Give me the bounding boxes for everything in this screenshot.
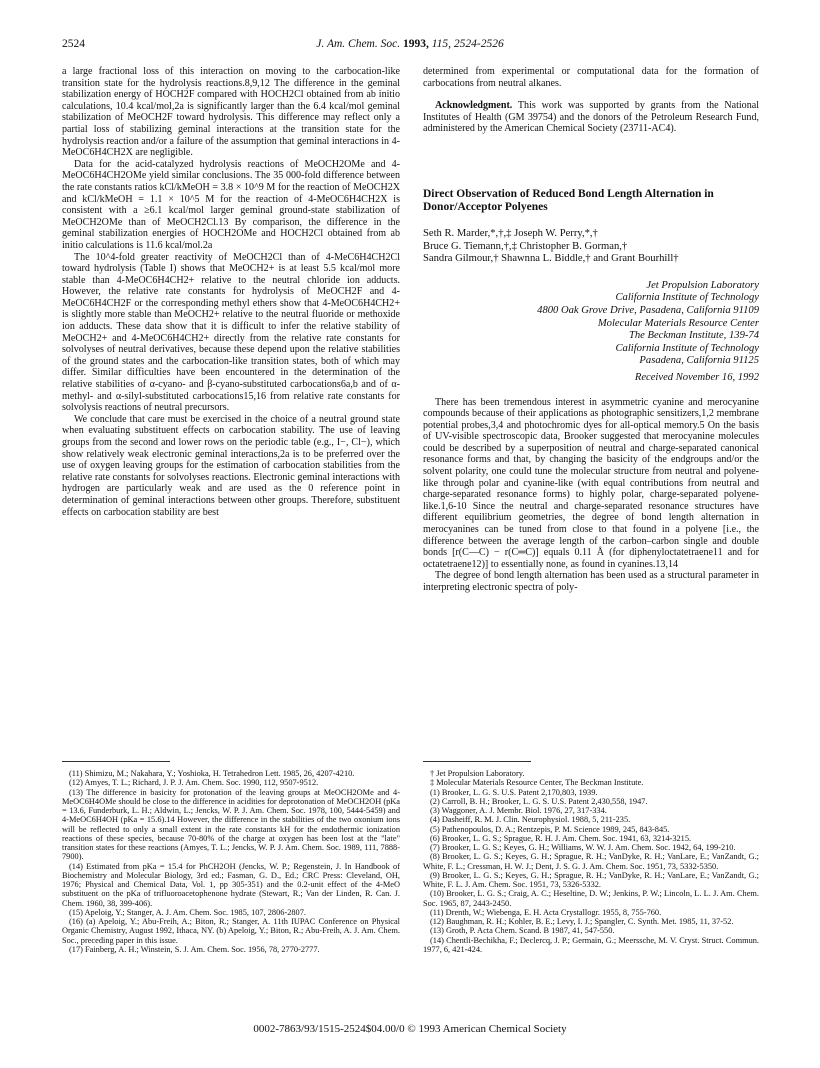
footnote-divider bbox=[423, 761, 531, 762]
affiliation bbox=[423, 280, 759, 368]
page-header bbox=[62, 38, 758, 54]
affiliation-line: Pasadena, California 91125 bbox=[639, 355, 759, 367]
footnote: (7) Brooker, L. G. S.; Keyes, G. H.; Williams, W. W. J. Am. Chem. Soc. 1942, 64, 199-210. bbox=[430, 843, 736, 852]
footnote: (11) Drenth, W.; Wiebenga, E. H. Acta Crystallogr. 1955, 8, 755-760. bbox=[430, 907, 662, 917]
acknowledgment bbox=[423, 100, 759, 135]
paragraph: There has been tremendous interest in asymmetric cyanine and merocyanine compounds because of their applications as photographic sensitizers,1,2 membrane potential probes,3,4 and photochromic dyes for all-optical memory.5 On the basis of UV-visible spectroscopic data, Brooker suggested that merocyanine molecules could be described by a superposition of neutral and charge-separated canonical resonance forms and that, by changing the basicity of the endgroups and/or the solvent polarity, one could tune the molecular structure from neutral and polyene-like through polar and cyanine-like (with equal contributions from neutral and charge-separated resonance forms) to highly polar, charge-separated polyene-like.1,6-10 Since the neutral and charge-separated resonance structures have different equilibrium geometries, the degree of bond length alternation in merocyanines can be tuned from close to that found in a polyene [i.e., the difference between the average length of the carbon–carbon single and double bonds [r(C—C) − r(C═C)] equals 0.11 Å (for diphenyloctatetraene11 and for octatetraene12)] to essentially none, as found in cyanines.13,14 bbox=[423, 396, 759, 570]
footnote: (10) Brooker, L. G. S.; Craig, A. C.; Heseltine, D. W.; Jenkins, P. W.; Lincoln, L. L. J. Am. Chem. Soc. 1965, 87, 2443-2450. bbox=[423, 889, 759, 908]
footnote: † Jet Propulsion Laboratory. bbox=[430, 769, 525, 778]
footnote: (4) Dasheiff, R. M. J. Clin. Neurophysiol. 1988, 5, 211-235. bbox=[430, 815, 631, 825]
footnote: (13) The difference in basicity for protonation of the leaving groups at MeOCH2OMe and 4-MeOC6H4OMe should be close to the difference in acidities for deprotonation of MeOCH2OH (pKa = 13.6, Funderburk, L. H.; Aldwin, L.; Jencks, W. P. J. Am. Chem. Soc. 1978, 100, 5444-5459) and 4-MeOC6H4OH (pKa = 15.6).14 However, the difference in the stabilities of the two oxonium ions will be reflected to only a small extent in the rate constants kH for the endothermic ionization reactions of these species, because 70-80% of the charge at oxygen has been lost at the "late" transition states for these reactions (Amyes, T. L.; Jencks, W. P. J. Am. Chem. Soc. 1989, 111, 7888-7900). bbox=[62, 787, 400, 862]
author-list bbox=[423, 228, 759, 266]
footnote: (1) Brooker, L. G. S. U.S. Patent 2,170,803, 1939. bbox=[430, 787, 598, 797]
paragraph: determined from experimental or computational data for the formation of carbocations from neutral alkanes. bbox=[423, 66, 759, 89]
affiliation-line: California Institute of Technology bbox=[615, 342, 759, 354]
footnote: (8) Brooker, L. G. S.; Keyes, G. H.; Sprague, R. H.; VanDyke, R. H.; VanLare, E.; VanZandt, G.; White, F. L.; Cressman, H. W. J.; Dent, J. S. G. J. Am. Chem. Soc. 1951, 73, 5332-5350. bbox=[423, 852, 759, 871]
paragraph: We conclude that care must be exercised in the choice of a neutral ground state when evaluating substituent effects on carbocation stability. The use of leaving groups from the second and lower rows on the periodic table (e.g., I−, Cl−), which show relatively weak electronic geminal interactions,2a is to be preferred over the use of oxygen leaving groups for the estimation of carbocation stabilities from the relative rate constants for solvolyses reactions. Electronic geminal interactions with hydrogen are particularly weak and are used as the 0 reference point in determination of geminal interactions between other groups. Therefore, substituent effects on carbocation stability are best bbox=[62, 413, 400, 518]
right-column bbox=[423, 66, 759, 594]
paragraph: The degree of bond length alternation has been used as a structural parameter in interpreting electronic spectra of poly- bbox=[423, 570, 759, 593]
author-line: Sandra Gilmour,† Shawnna L. Biddle,† and Grant Bourhill† bbox=[423, 253, 679, 265]
affiliation-line: The Beckman Institute, 139-74 bbox=[628, 330, 759, 342]
footnote: (13) Groth, P. Acta Chem. Scand. B 1987, 41, 547-550. bbox=[430, 926, 615, 936]
affiliation-line: Jet Propulsion Laboratory bbox=[646, 279, 759, 291]
footnote: (15) Apeloig, Y.; Stanger, A. J. Am. Chem. Soc. 1985, 107, 2806-2807. bbox=[69, 907, 306, 917]
affiliation-line: California Institute of Technology bbox=[615, 292, 759, 304]
paragraph: a large fractional loss of this interaction on moving to the carbocation-like transition state for the hydrolysis reactions.8,9,12 The difference in the geminal stabilization energy of HOCH2F compared with HOCH2Cl obtained from ab initio calculations, 10.4 kcal/mol,2a is significantly larger than the 6.4 kcal/mol geminal stabilization of MeOCH2F toward hydrolysis. This difference may reflect only a partial loss of stabilizing geminal interactions at the transition state for the hydrolysis reaction and/or a failure of the assumption that geminal interactions in 4-MeOC6H4CH2X are negligible. bbox=[62, 66, 400, 159]
footnote: (11) Shimizu, M.; Nakahara, Y.; Yoshioka, H. Tetrahedron Lett. 1985, 26, 4207-4210. bbox=[69, 769, 355, 778]
author-line: Bruce G. Tiemann,†,‡ Christopher B. Gorman,† bbox=[423, 240, 628, 252]
footnote: (3) Waggoner, A. J. Membr. Biol. 1976, 27, 317-334. bbox=[430, 806, 607, 815]
footnote: (16) (a) Apeloig, Y.; Abu-Freih, A.; Biton, R.; Stanger, A. 11th IUPAC Conference on Physical Organic Chemistry, August 1992, Ithaca, NY. (b) Apeloig, Y.; Biton, R.; Abu-Freih, A. J. Am. Chem. Soc., preceding paper in this issue. bbox=[62, 917, 400, 945]
acknowledgment-heading: Acknowledgment. bbox=[435, 100, 513, 112]
footnote: (9) Brooker, L. G. S.; Keyes, G. H.; Sprague, R. H.; VanDyke, R. H.; VanLare, E.; VanZandt, G.; White, F. L. J. Am. Chem. Soc. 1951, 73, 5326-5332. bbox=[423, 870, 759, 889]
footnotes-right bbox=[423, 769, 759, 954]
footnote: (5) Pathenopoulos, D. A.; Rentzepis, P. M. Science 1989, 245, 843-845. bbox=[430, 824, 670, 834]
footnote: (6) Brooker, L. G. S.; Sprague, R. H. J. Am. Chem. Soc. 1941, 63, 3214-3215. bbox=[430, 833, 692, 843]
article-title: Direct Observation of Reduced Bond Length Alternation in Donor/Acceptor Polyenes bbox=[423, 187, 714, 213]
footnote: (12) Amyes, T. L.; Richard, J. P. J. Am. Chem. Soc. 1990, 112, 9507-9512. bbox=[69, 778, 319, 788]
footnotes-left bbox=[62, 769, 400, 954]
footnote: (17) Fainberg, A. H.; Winstein, S. J. Am. Chem. Soc. 1956, 78, 2770-2777. bbox=[69, 944, 320, 954]
paragraph: The 10^4-fold greater reactivity of MeOCH2Cl than of 4-MeC6H4CH2Cl toward hydrolysis (Table I) shows that MeOCH2+ is at least 5.5 kcal/mol more stable than 4-MeOC6H4CH2+ relative to the neutral chloride ion adducts. However, the relative rate constants for hydrolysis of MeOCH2F and 4-MeOC6H4CH2F or the corresponding methyl ethers show that 4-MeOC6H4CH2+ is slightly more stable than MeOCH2+ relative to the neutral fluoride or methoxide ion adducts. These data show that it is difficult to infer the relative stability of MeOCH2+ and 4-MeOC6H4CH2+ directly from the relative rate constants for solvolyses of neutral derivatives, because these depend upon the relative stabilities of the ground states and the carbocation-like transition states, both of which may differ. Similar difficulties have been encountered in the determination of the relative stabilities of α-cyano- and β-cyano-substituted carbocations6a,b and of α-methyl- and α-silyl-substituted carbocations15,16 from relative rate constants for solvolysis reactions of neutral precursors. bbox=[62, 251, 400, 414]
footnote-divider bbox=[62, 761, 170, 762]
page-footer: 0002-7863/93/1515-2524$04.00/0 © 1993 American Chemical Society bbox=[253, 1023, 567, 1035]
affiliation-line: 4800 Oak Grove Drive, Pasadena, California 91109 bbox=[537, 304, 759, 316]
footnote: (14) Chentli-Bechikha, F.; Declercq, J. P.; Germain, G.; Meerssche, M. V. Cryst. Struct. Commun. 1977, 6, 421-424. bbox=[423, 935, 759, 954]
author-line: Seth R. Marder,*,†,‡ Joseph W. Perry,*,† bbox=[423, 227, 598, 239]
page-number: 2524 bbox=[62, 38, 85, 50]
paragraph: Data for the acid-catalyzed hydrolysis reactions of MeOCH2OMe and 4-MeOC6H4CH2OMe yield similar conclusions. The 35 000-fold difference between the rate constants ratios kCl/kMeOH = 3.8 × 10^9 M for the reaction of MeOCH2X and kCl/kMeOH = 1.1 × 10^5 M for the reaction of 4-MeOC6H4CH2X is consistent with a ≥6.1 kcal/mol larger geminal ground-state stabilization of MeOCH2OMe than of MeOCH2Cl.13 By comparison, the difference in the geminal stabilization energies of HOCH2OMe and HOCH2Cl obtained from ab initio calculations is 11.6 kcal/mol.2a bbox=[62, 158, 400, 251]
footnote: (12) Baughman, R. H.; Kohler, B. E.; Levy, I. J.; Spangler, C. Synth. Met. 1985, 11, 37-52. bbox=[430, 917, 734, 926]
acknowledgment-text: This work was supported by grants from the National Institutes of Health (GM 39754) and the donors of the Petroleum Research Fund, administered by the American Chemical Society (23711-AC4). bbox=[423, 100, 759, 135]
footnote: ‡ Molecular Materials Resource Center, The Beckman Institute. bbox=[430, 778, 644, 788]
journal-citation: J. Am. Chem. Soc. 1993, 115, 2524-2526 bbox=[316, 38, 504, 50]
affiliation-line: Molecular Materials Resource Center bbox=[597, 317, 759, 329]
footnote: (14) Estimated from pKa = 15.4 for PhCH2OH (Jencks, W. P.; Regenstein, J. In Handbook of Biochemistry and Molecular Biology, 3rd ed.; Fasman, G. D., Ed.; CRC Press: Cleveland, OH, 1976; Physical and Chemical Data, Vol. 1, pp 305-351) and the 0.2-unit effect of the 4-MeO substituent on the pKa of trifluoroacetophenone hydrate (Stewart, R.; Van der Linden, R. Can. J. Chem. 1960, 38, 399-406). bbox=[62, 861, 400, 908]
received-date: Received November 16, 1992 bbox=[634, 371, 759, 383]
footnote: (2) Carroll, B. H.; Brooker, L. G. S. U.S. Patent 2,430,558, 1947. bbox=[430, 796, 648, 806]
left-column bbox=[62, 66, 400, 518]
